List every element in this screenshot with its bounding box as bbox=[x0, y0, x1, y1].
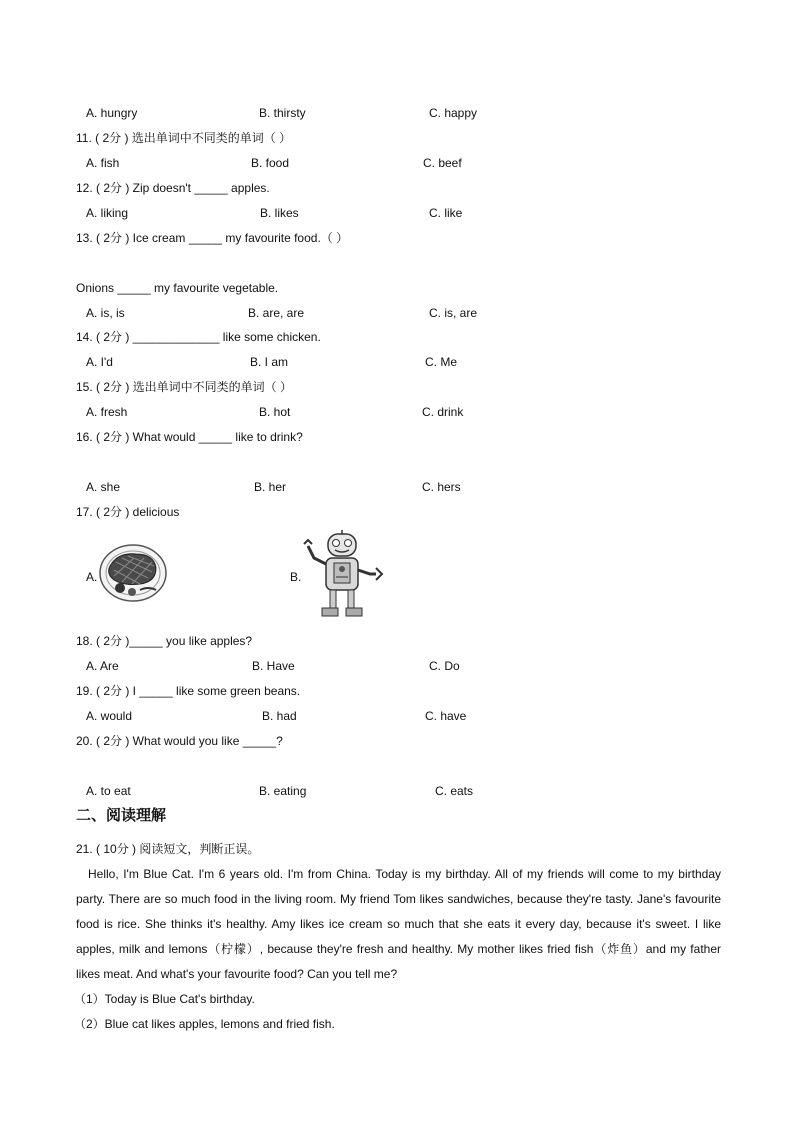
steak-plate-image bbox=[98, 542, 168, 602]
q18-stem: 18. ( 2分 )_____ you like apples? bbox=[76, 634, 253, 648]
q14-option-b: B. I am bbox=[250, 355, 289, 369]
q11-option-c: C. beef bbox=[423, 156, 462, 170]
q19-option-a: A. would bbox=[86, 709, 133, 723]
section-title-reading: 二、阅读理解 bbox=[76, 807, 167, 824]
q18-option-b: B. Have bbox=[252, 659, 295, 673]
q11-stem: 11. ( 2分 ) 选出单词中不同类的单词（ ） bbox=[76, 131, 292, 145]
q15-option-c: C. drink bbox=[422, 405, 464, 419]
q13-stem-second: Onions _____ my favourite vegetable. bbox=[76, 281, 279, 295]
q13-option-c: C. is, are bbox=[429, 306, 478, 320]
q17-stem: 17. ( 2分 ) delicious bbox=[76, 505, 180, 519]
q12-option-a: A. liking bbox=[86, 206, 129, 220]
q14-option-a: A. I'd bbox=[86, 355, 113, 369]
q21-passage: Hello, I'm Blue Cat. I'm 6 years old. I'm from China. Today is my birthday. All of my friends will come to my birthday party. There are so much food in the living room. My friend Tom likes sandwiches, because they're tasty. Jane's favourite food is rice. She thinks it's healthy. Amy likes ice cream so much that she eats it every day, because it's sweet. I like apples, milk and lemons（柠檬）, because they're fresh and healthy. My mother likes fried fish（炸鱼）and my father likes meat. And what's your favourite food? Can you tell me? bbox=[76, 867, 721, 981]
q16-option-b: B. her bbox=[254, 480, 287, 494]
q20-option-c: C. eats bbox=[435, 784, 474, 798]
q10-option-b: B. thirsty bbox=[259, 106, 306, 120]
q16-option-c: C. hers bbox=[422, 480, 461, 494]
q13-option-b: B. are, are bbox=[248, 306, 305, 320]
q15-option-a: A. fresh bbox=[86, 405, 128, 419]
q17-option-b: B. bbox=[290, 570, 302, 584]
q12-option-c: C. like bbox=[429, 206, 463, 220]
q11-option-b: B. food bbox=[251, 156, 290, 170]
q18-option-c: C. Do bbox=[429, 659, 460, 673]
q10-option-c: C. happy bbox=[429, 106, 478, 120]
q12-option-b: B. likes bbox=[260, 206, 299, 220]
q11-option-a: A. fish bbox=[86, 156, 120, 170]
q14-option-c: C. Me bbox=[425, 355, 458, 369]
robot-image bbox=[302, 530, 384, 622]
q19-option-b: B. had bbox=[262, 709, 297, 723]
q12-stem: 12. ( 2分 ) Zip doesn't _____ apples. bbox=[76, 181, 270, 195]
q21-stem: 21. ( 10分 ) 阅读短文，判断正误。 bbox=[76, 842, 260, 856]
q10-option-a: A. hungry bbox=[86, 106, 138, 120]
q19-option-c: C. have bbox=[425, 709, 467, 723]
q21-item-1: （1）Today is Blue Cat's birthday. bbox=[74, 992, 255, 1006]
q13-stem: 13. ( 2分 ) Ice cream _____ my favourite food.（ ） bbox=[76, 231, 349, 245]
q16-option-a: A. she bbox=[86, 480, 121, 494]
q15-option-b: B. hot bbox=[259, 405, 291, 419]
q21-item-2: （2）Blue cat likes apples, lemons and fried fish. bbox=[74, 1017, 335, 1031]
q17-option-a: A. bbox=[86, 570, 98, 584]
q20-stem: 20. ( 2分 ) What would you like _____? bbox=[76, 734, 283, 748]
q20-option-a: A. to eat bbox=[86, 784, 131, 798]
q19-stem: 19. ( 2分 ) I _____ like some green beans. bbox=[76, 684, 301, 698]
q14-stem: 14. ( 2分 ) _____________ like some chicken. bbox=[76, 330, 321, 344]
q13-option-a: A. is, is bbox=[86, 306, 125, 320]
q16-stem: 16. ( 2分 ) What would _____ like to drink? bbox=[76, 430, 303, 444]
q20-option-b: B. eating bbox=[259, 784, 307, 798]
q18-option-a: A. Are bbox=[86, 659, 119, 673]
q15-stem: 15. ( 2分 ) 选出单词中不同类的单词（ ） bbox=[76, 380, 293, 394]
